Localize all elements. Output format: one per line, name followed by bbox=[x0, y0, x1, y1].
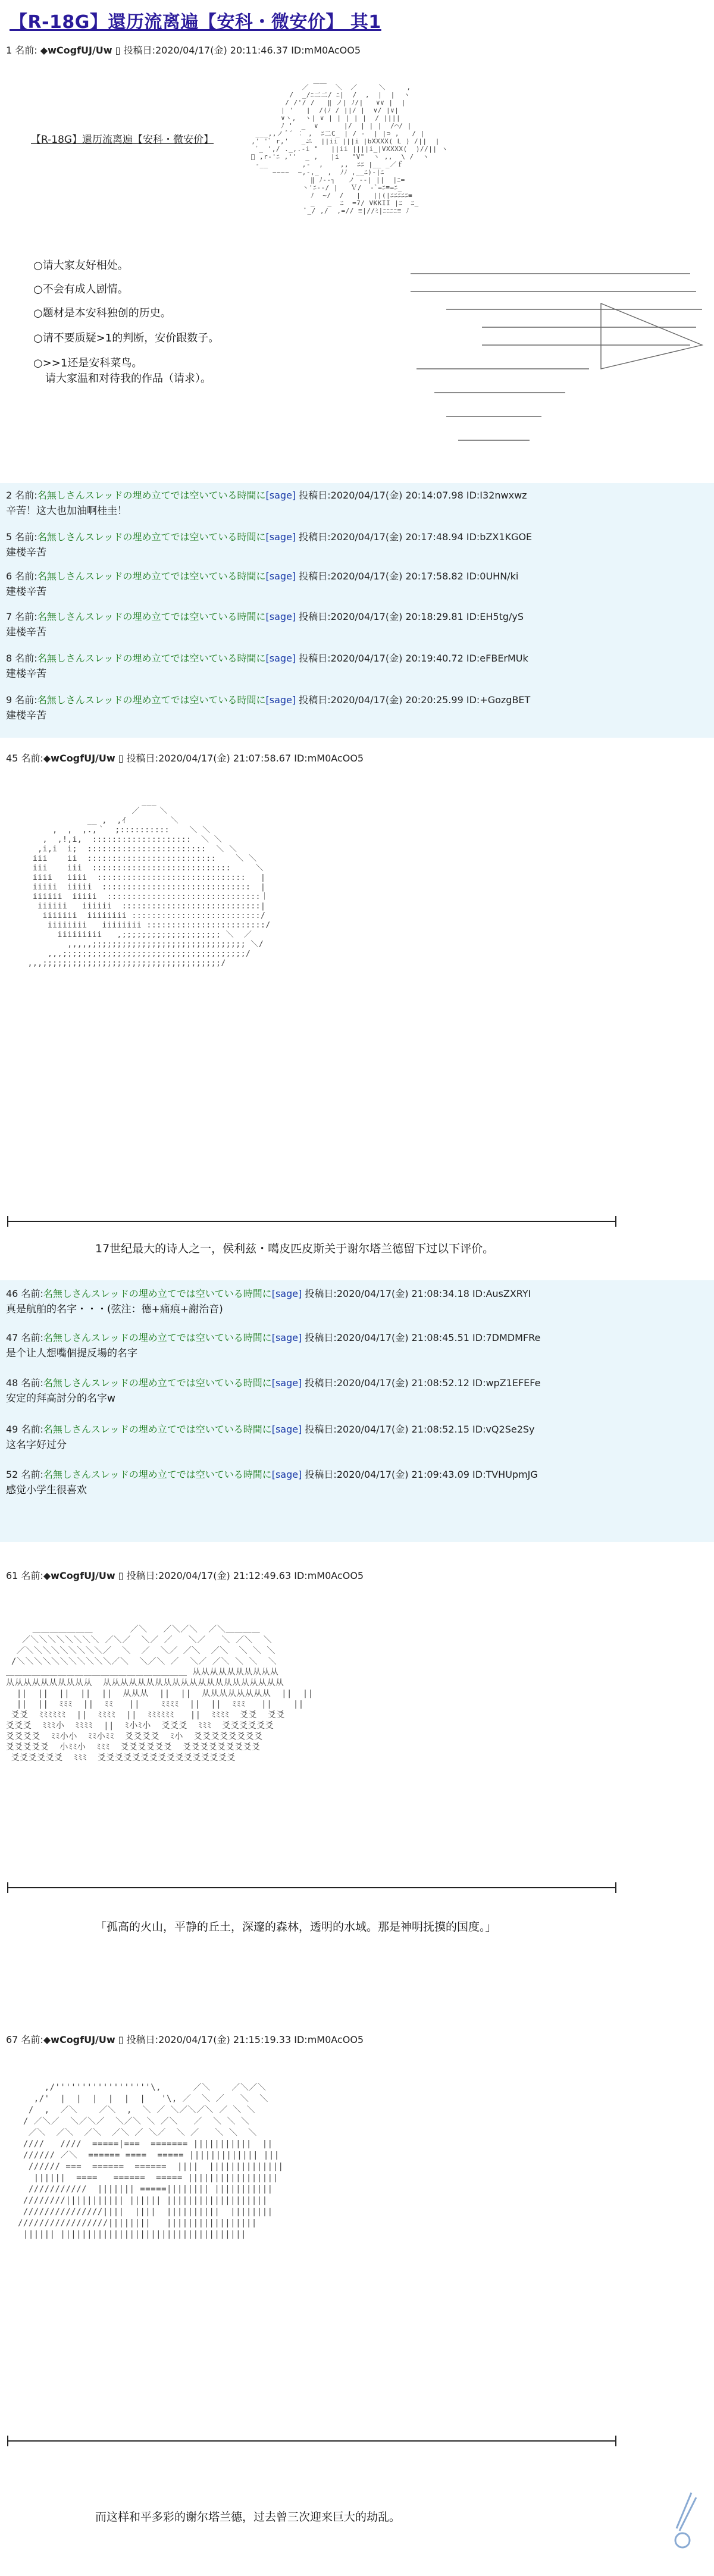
poster-name[interactable]: 名無しさんスレッドの埋め立てでは空いている時間に bbox=[37, 611, 266, 622]
post-date: 2020/04/17(金) 20:11:46.37 bbox=[155, 45, 289, 56]
post-header-45: 45 名前:◆wCogfUJ/Uw ▯ 投稿日:2020/04/17(金) 21:07:58.67 ID:mM0AcOO5 bbox=[6, 753, 364, 764]
post-text: 真是航舶的名字・・・(弦注：德+痛痕+謝治音) bbox=[6, 1303, 223, 1315]
ascii-art-landscape: ＿＿＿＿＿＿＿ ／＼ ／＼／＼ ／＼＿＿＿＿ ／＼＼＼＼＼＼＼＼ ／＼／ ＼／ ／ ＼／ ＼ ／＼ ＼ ／＼＼＼＼＼＼＼＼＼／ ＼ ／ ＼／ ／＼ ／＼ ＼ ＼ ＼ /＼＼＼＼＼＼＼＼＼＼＼／＼ ＼／＼ ／ ＼／ ／＼ ＼ ＼ ＼ ＿＿＿＿＿＿＿＿＿＿＿＿＿＿＿＿＿＿＿＿＿ 从从从从从从从从从从 从从从从从从从从从从 从从从从从从从从从从从从从从从从从从从从从 || || || || || 从从从 || || 从从从从从从从从 || || || || ﾐﾐﾐ || ﾐﾐ || ﾐﾐﾐﾐ || || ﾐﾐﾐ || || 爻爻 ﾐﾐﾐﾐﾐﾐ || ﾐﾐﾐﾐ || ﾐﾐﾐﾐﾐﾐ || ﾐﾐﾐﾐ 爻爻 爻爻 爻爻爻 ﾐﾐﾐ小 ﾐﾐﾐﾐ || ﾐ小ﾐ小 爻爻爻 ﾐﾐﾐ 爻爻爻爻爻爻 爻爻爻爻 ﾐﾐ小小 ﾐﾐ小ﾐﾐ 爻爻爻爻 ﾐ小 爻爻爻爻爻爻爻爻 爻爻爻爻爻 小ﾐﾐ小 ﾐﾐﾐ 爻爻爻爻爻爻 爻爻爻爻爻爻爻爻爻 爻爻爻爻爻爻 ﾐﾐﾐ 爻爻爻爻爻爻爻爻爻爻爻爻爻爻爻爻 bbox=[6, 1625, 314, 1763]
poster-name[interactable]: 名無しさんスレッドの埋め立てでは空いている時間に bbox=[43, 1377, 272, 1389]
intro-bullet: ○题材是本安科独创的历史。 bbox=[33, 307, 171, 319]
poster-trip[interactable]: ◆wCogfUJ/Uw bbox=[43, 753, 115, 764]
post-header-61: 61 名前:◆wCogfUJ/Uw ▯ 投稿日:2020/04/17(金) 21:12:49.63 ID:mM0AcOO5 bbox=[6, 1570, 364, 1581]
post-id: ID:mM0AcOO5 bbox=[291, 45, 361, 56]
poster-name[interactable]: 名無しさんスレッドの埋め立てでは空いている時間に bbox=[37, 694, 266, 706]
narration-caption: 「孤高的火山，平静的丘土，深邃的森林，透明的水域。那是神明抚摸的国度。」 bbox=[95, 1920, 497, 1933]
narration-caption: 而这样和平多彩的谢尔塔兰德，过去曾三次迎来巨大的劫乱。 bbox=[95, 2511, 401, 2524]
post-header-52: 52 名前:名無しさんスレッドの埋め立てでは空いている時間に[sage] 投稿日:2020/04/17(金) 21:09:43.09 ID:TVHUpmJG bbox=[6, 1469, 538, 1480]
post-text: 安定的拜高討分的名字w bbox=[6, 1393, 115, 1405]
post-header-67: 67 名前:◆wCogfUJ/Uw ▯ 投稿日:2020/04/17(金) 21:15:19.33 ID:mM0AcOO5 bbox=[6, 2034, 364, 2045]
poster-name[interactable]: 名無しさんスレッドの埋め立てでは空いている時間に bbox=[37, 531, 266, 543]
divider-tick bbox=[615, 2436, 616, 2446]
intro-bullet: ○>>1还是安科菜鸟。 bbox=[33, 357, 143, 369]
divider-rule bbox=[7, 2440, 616, 2442]
intro-title: 【R-18G】還历流离遍【安科・微安价】 bbox=[31, 134, 214, 146]
post-header-5: 5 名前:名無しさんスレッドの埋め立てでは空いている時間に[sage] 投稿日:2020/04/17(金) 20:17:48.94 ID:bZX1KGOE bbox=[6, 531, 533, 543]
divider-tick bbox=[7, 2436, 8, 2446]
post-header-49: 49 名前:名無しさんスレッドの埋め立てでは空いている時間に[sage] 投稿日:2020/04/17(金) 21:08:52.15 ID:vQ2Se2Sy bbox=[6, 1424, 535, 1435]
divider-tick bbox=[615, 1216, 616, 1227]
post-text: 建楼辛苦 bbox=[6, 586, 46, 598]
name-label: 名前: bbox=[15, 45, 37, 56]
watermark-logo-icon bbox=[662, 2481, 703, 2552]
mark-icon: ▯ bbox=[118, 1570, 124, 1581]
poster-name[interactable]: 名無しさんスレッドの埋め立てでは空いている時間に bbox=[37, 653, 266, 664]
intro-bullet: ○不会有成人剧情。 bbox=[33, 283, 129, 296]
poster-name[interactable]: 名無しさんスレッドの埋め立てでは空いている時間に bbox=[37, 571, 266, 582]
post-number: 1 bbox=[6, 45, 12, 56]
post-header-1 bbox=[6, 43, 361, 57]
poster-trip[interactable]: ◆wCogfUJ/Uw bbox=[43, 1570, 115, 1581]
poster-name[interactable]: 名無しさんスレッドの埋め立てでは空いている時間に bbox=[43, 1288, 272, 1299]
post-text: 建楼辛苦 bbox=[6, 710, 46, 722]
mark-icon: ▯ bbox=[118, 2034, 124, 2045]
replies-panel-2 bbox=[0, 1280, 714, 1542]
poster-name[interactable]: 名無しさんスレッドの埋め立てでは空いている時間に bbox=[43, 1332, 272, 1343]
post-text: 建楼辛苦 bbox=[6, 626, 46, 638]
intro-bullet: 请大家温和对待我的作品（请求）。 bbox=[45, 372, 211, 385]
post-header-2: 2 名前:名無しさんスレッドの埋め立てでは空いている時間に[sage] 投稿日:2020/04/17(金) 20:14:07.98 ID:I32nwxwz bbox=[6, 490, 527, 501]
post-text: 感觉小学生很喜欢 bbox=[6, 1484, 87, 1496]
post-header-8: 8 名前:名無しさんスレッドの埋め立てでは空いている時間に[sage] 投稿日:2020/04/17(金) 20:19:40.72 ID:eFBErMUk bbox=[6, 653, 528, 664]
post-text: 建楼辛苦 bbox=[6, 668, 46, 680]
divider-tick bbox=[7, 1216, 8, 1227]
post-header-46: 46 名前:名無しさんスレッドの埋め立てでは空いている時間に[sage] 投稿日:2020/04/17(金) 21:08:34.18 ID:AusZXRYI bbox=[6, 1288, 531, 1299]
post-text: 建楼辛苦 bbox=[6, 547, 46, 559]
post-header-47: 47 名前:名無しさんスレッドの埋め立てでは空いている時間に[sage] 投稿日:2020/04/17(金) 21:08:45.51 ID:7DMDMFRe bbox=[6, 1332, 541, 1343]
divider-rule bbox=[7, 1887, 616, 1888]
poster-name[interactable]: 名無しさんスレッドの埋め立てでは空いている時間に bbox=[37, 490, 266, 501]
post-text: 这名字好过分 bbox=[6, 1439, 67, 1451]
divider-tick bbox=[615, 1882, 616, 1893]
poster-name[interactable]: 名無しさんスレッドの埋め立てでは空いている時間に bbox=[43, 1469, 272, 1480]
poster-trip[interactable]: ◆wCogfUJ/Uw bbox=[40, 45, 112, 56]
ascii-art-rifle bbox=[411, 250, 708, 464]
intro-bullet: ○请不要质疑>1的判断，安价跟数子。 bbox=[33, 332, 220, 344]
poster-trip[interactable]: ◆wCogfUJ/Uw bbox=[43, 2034, 115, 2045]
divider-tick bbox=[7, 1882, 8, 1893]
post-header-6: 6 名前:名無しさんスレッドの埋め立てでは空いている時間に[sage] 投稿日:2020/04/17(金) 20:17:58.82 ID:0UHN/ki bbox=[6, 571, 519, 582]
post-header-48: 48 名前:名無しさんスレッドの埋め立てでは空いている時間に[sage] 投稿日:2020/04/17(金) 21:08:52.12 ID:wpZ1EFEFe bbox=[6, 1377, 541, 1389]
ascii-art-soldier: ／ ￣￣ ＼ ／ ＼ , / _/ﾆ二二/ ﾆ| / , | | ヽ / /'/ / ‖ ノ| ﾉ/| ∨∨ | | | ' | /(ﾉ / ||/ | ∨/ |∨| ∨ヽ, ヽ| ∨ | | | | | / |||| ﾉ ' _ ∨ |/ | | | /⌒/ | ___,,ノ ﾞ´ ︰ , ﾆ二C_ | / - | |⊃ , / | ,' 'ﾞ r,' _ニ ||ii |||i |bXXXX( L ) /|| | ﾟ_ ',/ ._,.-i " ||ii ||||i_|VXXXX( )//|| ヽ ﾟ ,r-'ﾆ ,'' _ , |i "V" ヽ ,, \ / ヽ -__ ,- , ,, ﾆﾆ |__ _／ｆ ~~~~ ~,-,_ , ﾉﾉ ,__ﾆ)-|ﾆ ‖ ﾉ-‐┐ ノ --| || |ﾆ= ヽ'ﾆ--/ | Ｖ/ -ﾞ=ﾆ≡=ﾆ_ ﾉ ~/ / | ||(|ﾆﾆﾆﾆﾆ≡ _ _ ﾆ =7/ VKKII |ﾆ ﾆ_ ﾞ_/ ,/ ,=// ≡|//ﾐ|ﾆﾆﾆﾆ≡ ﾉ bbox=[247, 83, 449, 215]
date-label: 投稿日: bbox=[123, 45, 155, 56]
mark-icon: ▯ bbox=[115, 45, 121, 56]
narration-caption: 17世纪最大的诗人之一，侯利兹・噶皮匹皮斯关于谢尔塔兰德留下过以下评价。 bbox=[95, 1242, 494, 1255]
ascii-art-valley: ,/''''''''''''''''''\, ／＼ ／＼／＼ ,/' | | | | | | '\, ／ ＼ ／ ＼ ＼ / , ／＼ ／＼ , ＼ ／ ＼／＼／＼ ／ ＼ ＼ / ／＼／ ＼／＼／ ＼／＼ ＼ ／＼ ／ ＼ ＼ ＼ ／＼ ／＼ ／＼ ／＼ ／ ＼／ ＼ ／ ＼ ＼ ＼ //// //// =====|=== ======= ||||||||||| || ////// ／＼ ====== ==== ===== ||||||||||||| ||| ////// === ====== ====== |||| |||||||||||||| |||||| ==== ====== ===== ||||||||||||||||| /////////// ||||||| =====|||||||| ||||||||||| ////////||||||||||| |||||| ||||||||||||||||||| ///////////////|||| |||| |||||||||| |||||||| /////////////////|||||||| ||||||||||||||||| |||||| ||||||||||||||||||||||||||||||||||| bbox=[18, 2083, 284, 2239]
post-header-9: 9 名前:名無しさんスレッドの埋め立てでは空いている時間に[sage] 投稿日:2020/04/17(金) 20:20:25.99 ID:+GozgBET bbox=[6, 694, 531, 706]
thread-title[interactable]: 【R-18G】還历流离遍【安科・微安价】 其1 bbox=[10, 12, 381, 33]
post-text: 辛苦！这大也加油啊桂圭！ bbox=[6, 505, 127, 517]
post-text: 是个让人想嘴個提反場的名字 bbox=[6, 1347, 137, 1359]
intro-bullet: ○请大家友好相处。 bbox=[33, 259, 129, 272]
ascii-art-mountain: ___ ／ ＼ __ , ,ｲ ＼ , , ,.,｀ ;:::::::::: ＼ ＼ , ,!,i, :::::::::::::::::::: ＼ ＼ ,i,i i; :::::::::::::::::::::::: ＼ ＼ iii ii :::::::::::::::::::::::::: ＼ ＼ iii iii :::::::::::::::::::::::::::: ＼ iiii iiii :::::::::::::::::::::::::::::: | iiiii iiiii :::::::::::::::::::::::::::::: | iiiiii iiiii :::::::::::::::::::::::::::::::｜ iiiiii iiiiii ::::::::::::::::::::::::::::| iiiiiii iiiiiiii ::::::::::::::::::::::::::/ iiiiiiii iiiiiiii ::::::::::::::::::::::::/ iiiiiiiii ,;;;;;;;;;;;;;;;;;;;; ＼ ／ ,,,,,;;;;;;;;;;;;;;;;;;;;;;;;;;;;;;; ＼/ ,,,;;;;;;;;;;;;;;;;;;;;;;;;;;;;;;;;;;;;;/ ,,,;;;;;;;;;;;;;;;;;;;;;;;;;;;;;;;;;;;;/ bbox=[27, 797, 271, 968]
divider-rule bbox=[7, 1221, 616, 1222]
post-header-7: 7 名前:名無しさんスレッドの埋め立てでは空いている時間に[sage] 投稿日:2020/04/17(金) 20:18:29.81 ID:EH5tg/yS bbox=[6, 611, 524, 622]
poster-name[interactable]: 名無しさんスレッドの埋め立てでは空いている時間に bbox=[43, 1424, 272, 1435]
mark-icon: ▯ bbox=[118, 753, 124, 764]
